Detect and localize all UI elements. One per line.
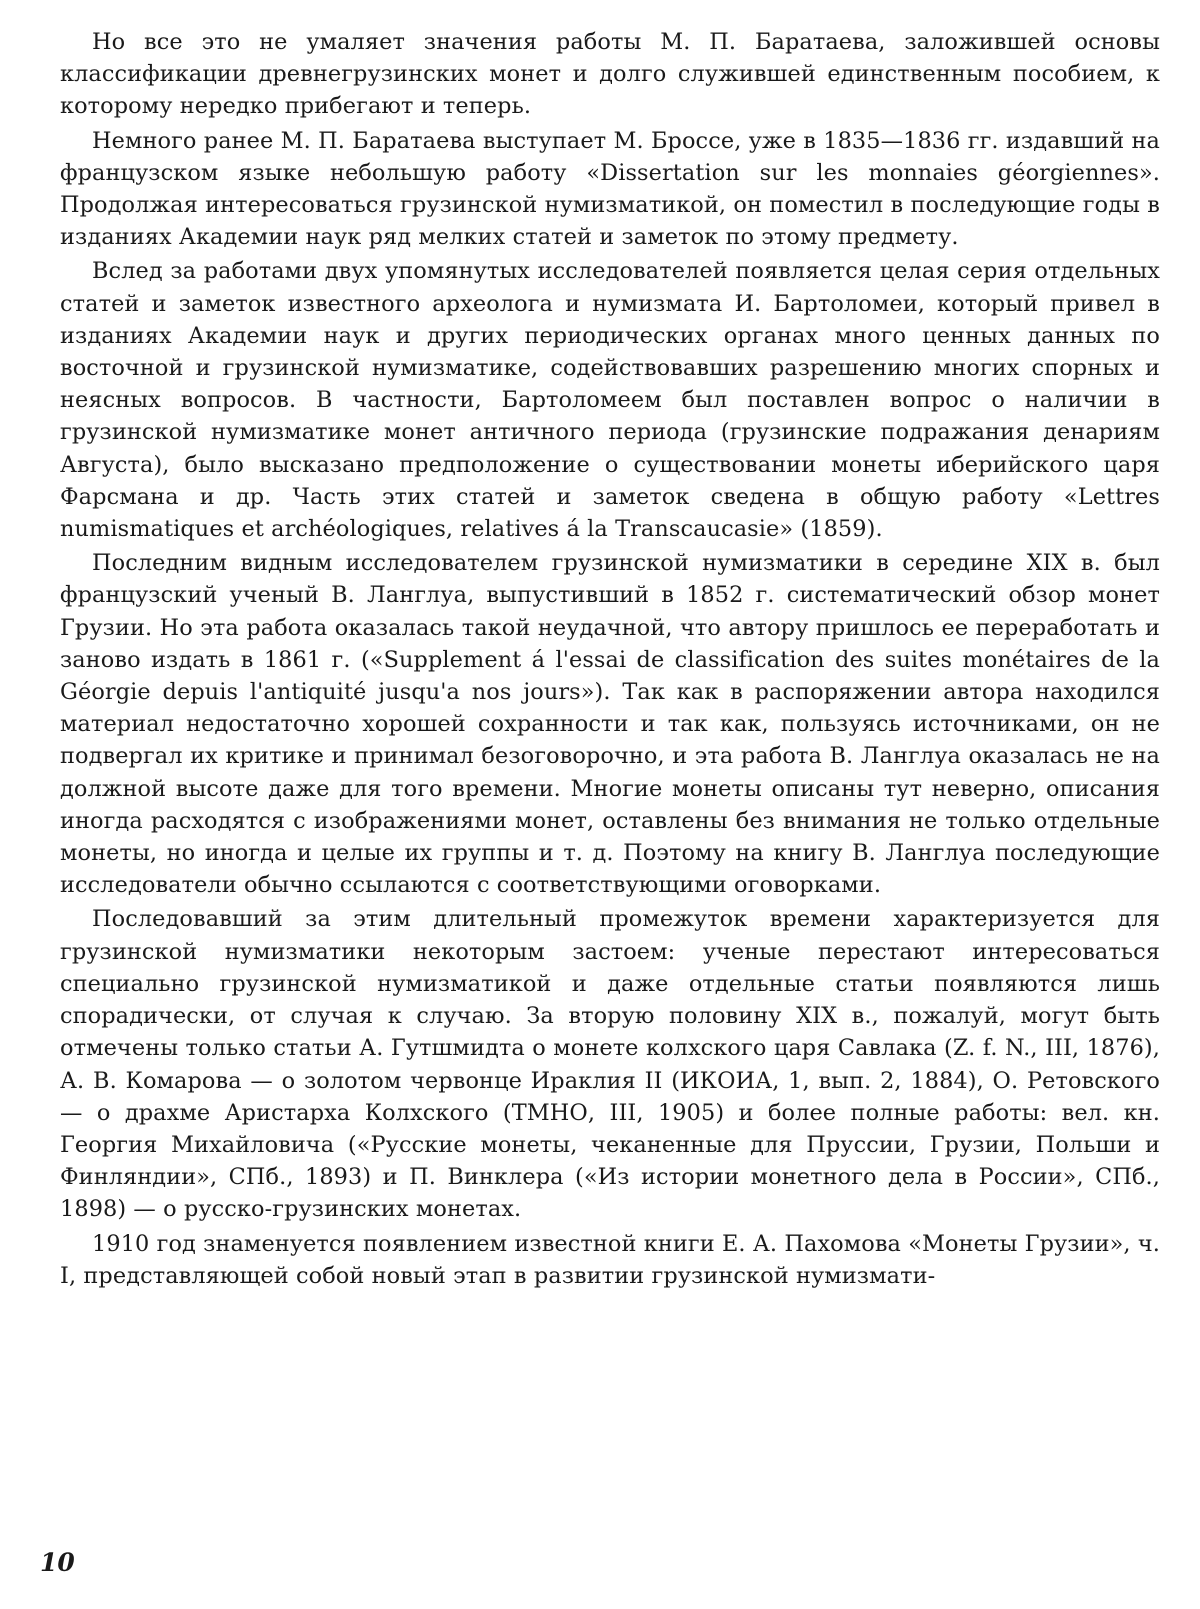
paragraph-1: Но все это не умаляет значения работы М. П. Баратаева, заложившей основы классификации древнегрузинских монет и долго служившей единственным пособием, к которому нередко прибегают и теперь. (60, 29, 1160, 120)
document-page (60, 26, 1160, 1292)
paragraph-3: Вслед за работами двух упомянутых исследователей появляется целая серия отдельных статей и заметок известного археолога и нумизмата И. Бартоломеи, который привел в изданиях Академии наук и других периодических органах много ценных данных по восточной и грузинской нумизматике, содействовавших разрешению многих спорных и неясных вопросов. В частности, Бартоломеем был поставлен вопрос о наличии в грузинской нумизматике монет античного периода (грузинские подражания денариям Августа), было высказано предположение о существовании монеты иберийского царя Фарсмана и др. Часть этих статей и заметок сведена в общую работу «Lettres numismatiques et archéologiques, relatives á la Transcaucasie» (1859). (60, 258, 1160, 543)
page-number: 10 (40, 1548, 75, 1577)
paragraph-2: Немного ранее М. П. Баратаева выступает М. Броссе, уже в 1835—1836 гг. издавший на французском языке небольшую работу «Dissertation sur les monnaies géorgiennes». Продолжая интересоваться грузинской нумизматикой, он поместил в последующие годы в изданиях Академии наук ряд мелких статей и заметок по этому предмету. (60, 127, 1160, 251)
paragraph-5: Последовавший за этим длительный промежуток времени характеризуется для грузинской нумизматики некоторым застоем: ученые перестают интересоваться специально грузинской нумизматикой и даже отдельные статьи появляются лишь спорадически, от случая к случаю. За вторую половину XIX в., пожалуй, могут быть отмечены только статьи А. Гутшмидта о монете колхского царя Савлака (Z. f. N., III, 1876), А. В. Комарова — о золотом червонце Ираклия II (ИКОИА, 1, вып. 2, 1884), О. Ретовского — о драхме Аристарха Колхского (ТМНО, III, 1905) и более полные работы: вел. кн. Георгия Михайловича («Русские монеты, чеканенные для Пруссии, Грузии, Польши и Финляндии», СПб., 1893) и П. Винклера («Из истории монетного дела в России», СПб., 1898) — о русско-грузинских монетах. (60, 906, 1160, 1223)
paragraph-6: 1910 год знаменуется появлением известной книги Е. А. Пахомова «Монеты Грузии», ч. I, представляющей собой новый этап в развитии грузинской нумизмати- (60, 1230, 1160, 1289)
paragraph-4: Последним видным исследователем грузинской нумизматики в середине XIX в. был французский ученый В. Ланглуа, выпустивший в 1852 г. систематический обзор монет Грузии. Но эта работа оказалась такой неудачной, что автору пришлось ее переработать и заново издать в 1861 г. («Supplement á l'essai de classification des suites monétaires de la Géorgie depuis l'antiquité jusqu'a nos jours»). Так как в распоряжении автора находился материал недостаточно хорошей сохранности и так как, пользуясь источниками, он не подвергал их критике и принимал безоговорочно, и эта работа В. Ланглуа оказалась не на должной высоте даже для того времени. Многие монеты описаны тут неверно, описания иногда расходятся с изображениями монет, оставлены без внимания не только отдельные монеты, но иногда и целые их группы и т. д. Поэтому на книгу В. Ланглуа последующие исследователи обычно ссылаются с соответствующими оговорками. (60, 550, 1160, 899)
